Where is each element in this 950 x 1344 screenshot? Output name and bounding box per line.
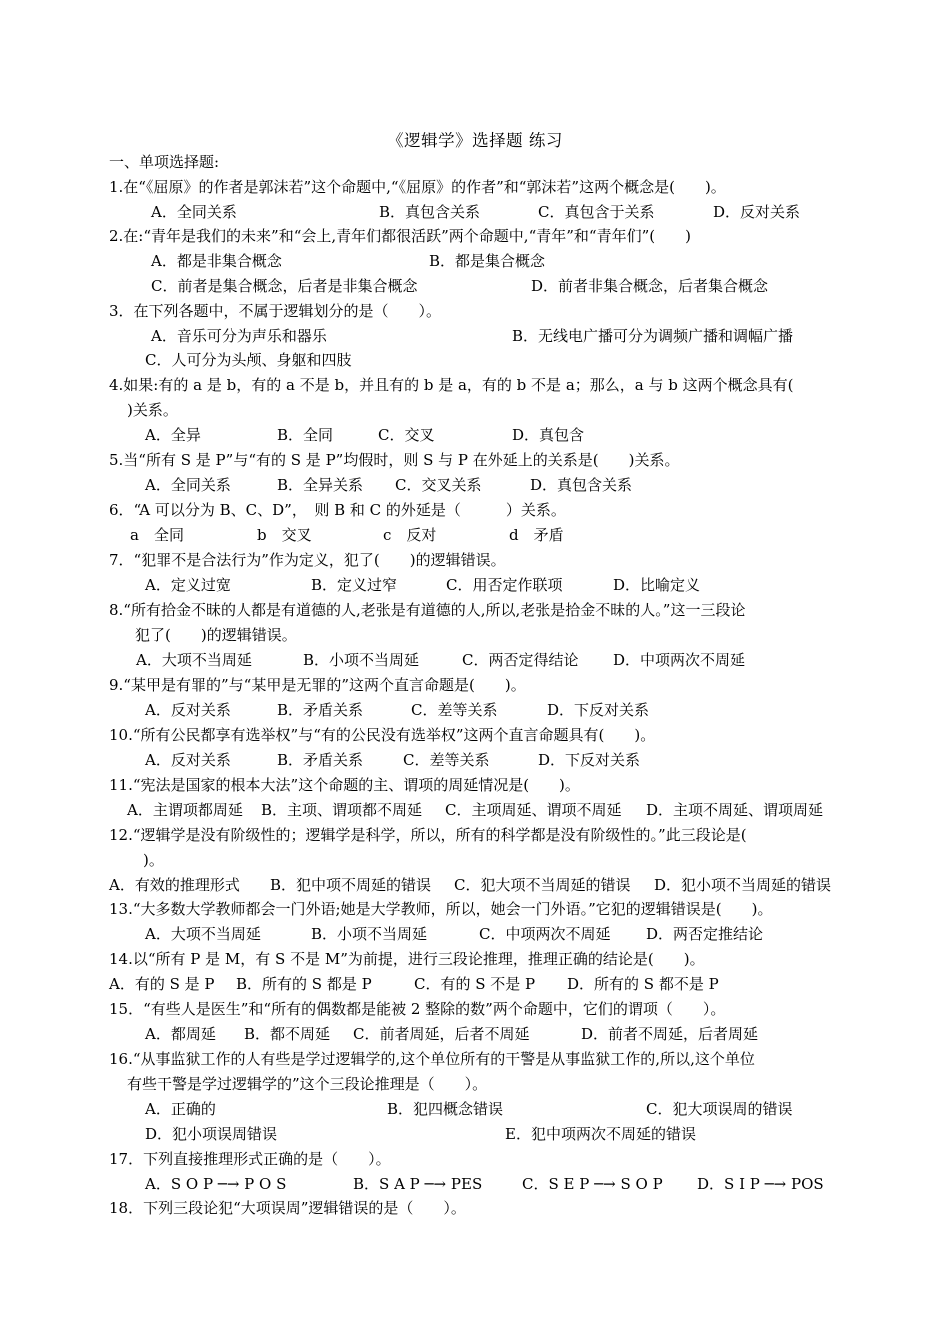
- option-d: D．真包含关系: [530, 476, 633, 494]
- option-d: D．S I P ─→ POS: [697, 1175, 824, 1193]
- question-4-text: 4.如果:有的 a 是 b，有的 a 不是 b，并且有的 b 是 a，有的 b 不是 a；那么，a 与 b 这两个概念具有(: [109, 376, 794, 394]
- option-b: B．矛盾关系: [277, 701, 364, 719]
- option-e: E．犯中项两次不周延的错误: [505, 1125, 696, 1143]
- option-d: D．下反对关系: [538, 751, 641, 769]
- option-d: D．主项不周延、谓项周延: [646, 801, 824, 819]
- page-title: 《逻辑学》选择题 练习: [387, 131, 563, 150]
- option-b: B．都是集合概念: [429, 252, 546, 270]
- option-c: c 反对: [383, 526, 437, 544]
- option-d: D．所有的 S 都不是 P: [567, 975, 719, 993]
- option-d: D．下反对关系: [547, 701, 650, 719]
- option-b: B．无线电广播可分为调频广播和调幅广播: [512, 327, 794, 345]
- option-d: D．真包含: [512, 426, 585, 444]
- option-c: C．中项两次不周延: [479, 925, 611, 943]
- question-2-text: 2.在:“青年是我们的未来”和“会上,青年们都很活跃”两个命题中,“青年”和“青年们”( ): [109, 227, 691, 245]
- option-d: D．前者不周延，后者周延: [581, 1025, 759, 1043]
- option-b: B．小项不当周延: [311, 925, 428, 943]
- option-c: C．差等关系: [411, 701, 498, 719]
- option-a: A．反对关系: [145, 701, 231, 719]
- option-b: B．小项不当周延: [303, 651, 420, 669]
- question-6-text: 6．“A 可以分为 B、C、D”， 则 B 和 C 的外延是（ ）关系。: [109, 501, 566, 519]
- option-a: A．有的 S 是 P: [109, 975, 215, 993]
- option-c: C．用否定作联项: [446, 576, 563, 594]
- option-c: C．交叉: [378, 426, 435, 444]
- question-17-text: 17．下列直接推理形式正确的是（ ）。: [109, 1150, 391, 1168]
- option-c: C．主项周延、谓项不周延: [445, 801, 622, 819]
- option-c: C．有的 S 不是 P: [414, 975, 536, 993]
- question-9-text: 9.“某甲是有罪的”与“某甲是无罪的”这两个直言命题是( )。: [109, 676, 526, 694]
- question-16-text-cont: 有些干警是学过逻辑学的”这个三段论推理是（ ）。: [127, 1075, 488, 1093]
- option-d: D．犯小项误周错误: [145, 1125, 278, 1143]
- option-b: B．所有的 S 都是 P: [236, 975, 372, 993]
- question-11-text: 11.“宪法是国家的根本大法”这个命题的主、谓项的周延情况是( )。: [109, 776, 580, 794]
- option-c: C．两否定得结论: [462, 651, 579, 669]
- question-3-text: 3．在下列各题中，不属于逻辑划分的是（ ）。: [109, 302, 442, 320]
- option-b: B．全同: [277, 426, 334, 444]
- question-1-text: 1.在“《屈原》的作者是郭沫若”这个命题中,“《屈原》的作者”和“郭沫若”这两个概念是( )。: [109, 178, 726, 196]
- option-a: A．有效的推理形式: [109, 876, 240, 894]
- option-a: A．全同关系: [151, 203, 237, 221]
- section-heading: 一、单项选择题:: [109, 153, 220, 171]
- option-a: A．定义过宽: [145, 576, 231, 594]
- option-b: B．主项、谓项都不周延: [261, 801, 423, 819]
- option-c: C．差等关系: [403, 751, 490, 769]
- question-14-text: 14.以“所有 P 是 M，有 S 不是 M”为前提，进行三段论推理，推理正确的结论是( )。: [109, 950, 705, 968]
- option-d: d 矛盾: [509, 526, 564, 544]
- option-b: B．真包含关系: [379, 203, 481, 221]
- option-d: D．中项两次不周延: [613, 651, 746, 669]
- question-8-text-cont: 犯了( )的逻辑错误。: [135, 626, 297, 644]
- option-b: B．都不周延: [244, 1025, 331, 1043]
- question-8-text: 8.“所有拾金不昧的人都是有道德的人,老张是有道德的人,所以,老张是拾金不昧的人。”这一三段论: [109, 601, 746, 619]
- question-15-text: 15．“有些人是医生”和“所有的偶数都是能被 2 整除的数”两个命题中，它们的谓项（ ）。: [109, 1000, 726, 1018]
- option-c: C．犯大项误周的错误: [646, 1100, 793, 1118]
- question-5-text: 5.当“所有 S 是 P”与“有的 S 是 P”均假时，则 S 与 P 在外延上的关系是( )关系。: [109, 451, 680, 469]
- option-b: B．S A P ─→ PES: [353, 1175, 483, 1193]
- option-a: A．都是非集合概念: [151, 252, 282, 270]
- option-c: C．S E P ─→ S O P: [522, 1175, 663, 1193]
- option-d: D．两否定推结论: [646, 925, 764, 943]
- question-18-text: 18．下列三段论犯“大项误周”逻辑错误的是（ ）。: [109, 1199, 466, 1217]
- option-b: B．全异关系: [277, 476, 364, 494]
- question-12-text: 12.“逻辑学是没有阶级性的；逻辑学是科学，所以，所有的科学都是没有阶级性的。”此三段论是(: [109, 826, 747, 844]
- option-c: C．人可分为头颅、身躯和四肢: [145, 351, 352, 369]
- option-c: C．交叉关系: [395, 476, 482, 494]
- option-a: a 全同: [130, 526, 184, 544]
- option-c: C．前者是集合概念，后者是非集合概念: [151, 277, 418, 295]
- option-c: C．犯大项不当周延的错误: [454, 876, 631, 894]
- option-a: A．反对关系: [145, 751, 231, 769]
- option-a: A．音乐可分为声乐和器乐: [151, 327, 327, 345]
- option-a: A．都周延: [145, 1025, 216, 1043]
- option-a: A．主谓项都周延: [127, 801, 243, 819]
- option-a: A．大项不当周延: [145, 925, 261, 943]
- option-a: A．S O P ─→ P O S: [145, 1175, 287, 1193]
- option-d: D．反对关系: [713, 203, 801, 221]
- option-d: D．犯小项不当周延的错误: [654, 876, 832, 894]
- question-7-text: 7．“犯罪不是合法行为”作为定义，犯了( )的逻辑错误。: [109, 551, 506, 569]
- question-12-text-cont: )。: [143, 851, 164, 869]
- option-d: D．前者非集合概念，后者集合概念: [531, 277, 769, 295]
- option-d: D．比喻定义: [613, 576, 701, 594]
- question-13-text: 13.“大多数大学教师都会一门外语;她是大学教师，所以，她会一门外语。”它犯的逻辑错误是( )。: [109, 900, 773, 918]
- option-b: B．犯四概念错误: [387, 1100, 504, 1118]
- option-c: C．前者周延，后者不周延: [353, 1025, 530, 1043]
- option-b: B．定义过窄: [311, 576, 398, 594]
- option-a: A．全异: [145, 426, 201, 444]
- option-c: C．真包含于关系: [538, 203, 655, 221]
- option-a: A．正确的: [145, 1100, 216, 1118]
- option-a: A．全同关系: [145, 476, 231, 494]
- question-16-text: 16.“从事监狱工作的人有些是学过逻辑学的,这个单位所有的干警是从事监狱工作的,所以,这个单位: [109, 1050, 755, 1068]
- option-a: A．大项不当周延: [136, 651, 252, 669]
- option-b: B．矛盾关系: [277, 751, 364, 769]
- option-b: B．犯中项不周延的错误: [270, 876, 432, 894]
- question-10-text: 10.“所有公民都享有选举权”与“有的公民没有选举权”这两个直言命题具有( )。: [109, 726, 656, 744]
- question-4-text-cont: )关系。: [127, 401, 178, 419]
- option-b: b 交叉: [257, 526, 312, 544]
